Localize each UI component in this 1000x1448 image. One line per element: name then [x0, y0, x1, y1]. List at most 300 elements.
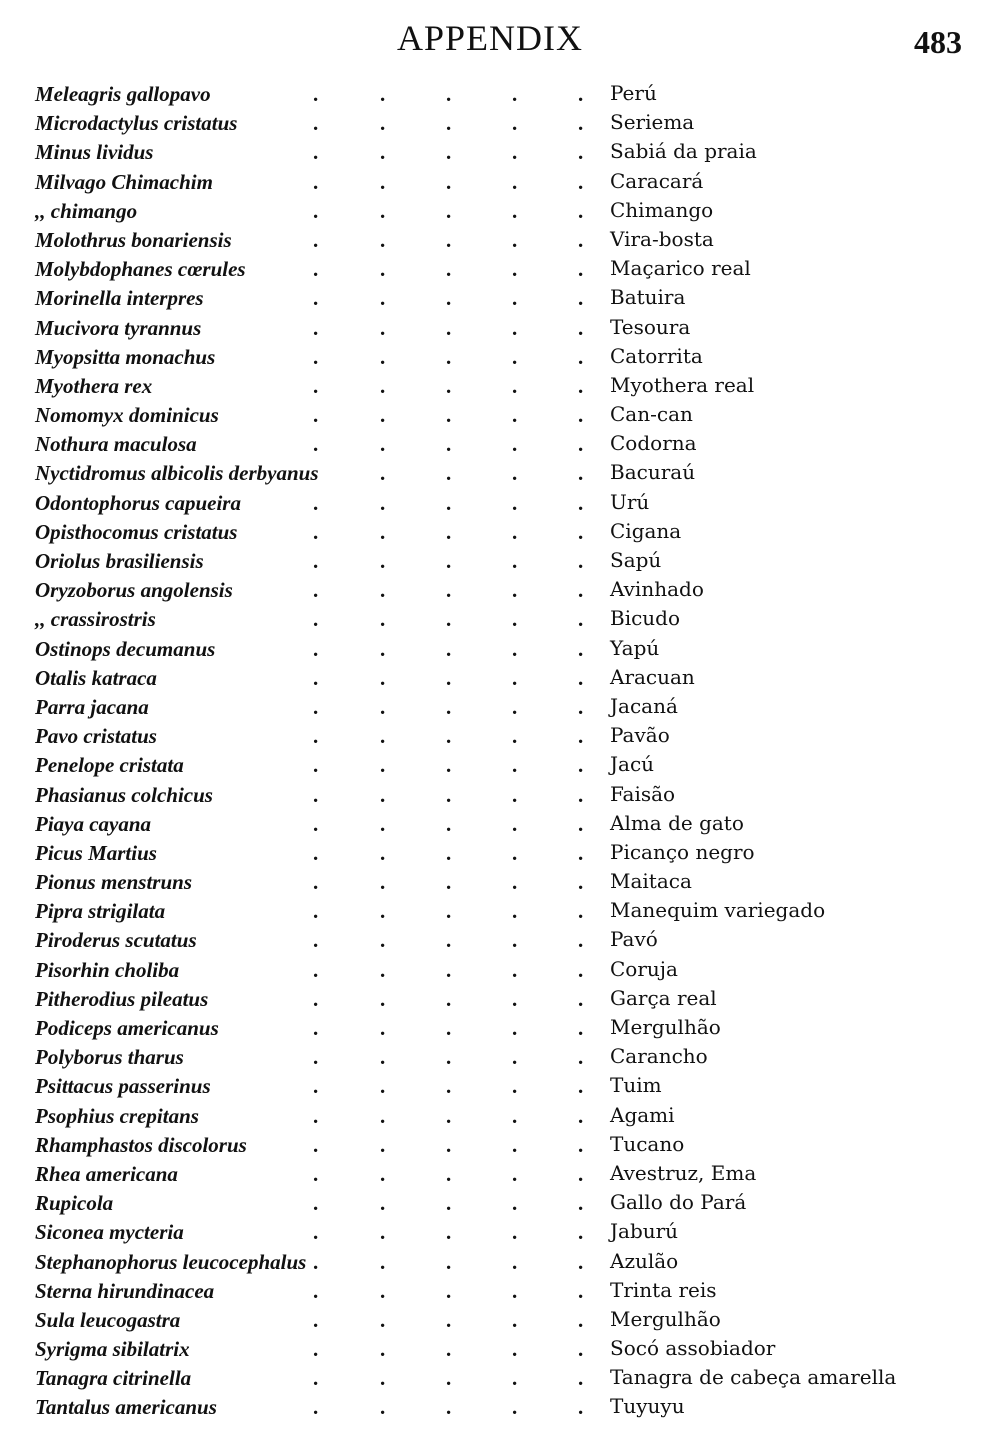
dot-leader: .	[446, 344, 452, 369]
dot-leader: .	[512, 724, 518, 749]
dot-leader: .	[380, 899, 386, 924]
dot-leader: .	[512, 899, 518, 924]
scientific-name: Pisorhin choliba	[35, 957, 180, 982]
common-name: Yapú	[610, 635, 660, 660]
list-item	[0, 168, 1000, 197]
common-name: Caracará	[610, 168, 704, 193]
list-item	[0, 284, 1000, 313]
dot-leader: .	[313, 578, 319, 603]
list-item	[0, 255, 1000, 284]
list-item	[0, 1131, 1000, 1160]
dot-leader: .	[446, 403, 452, 428]
common-name: Tesoura	[610, 314, 691, 339]
dot-leader: .	[313, 782, 319, 807]
common-name: Myothera real	[610, 372, 755, 397]
dot-leader: .	[380, 461, 386, 486]
dot-leader: .	[578, 986, 584, 1011]
dot-leader: .	[578, 1220, 584, 1245]
list-item	[0, 810, 1000, 839]
list-item	[0, 722, 1000, 751]
dot-leader: .	[578, 344, 584, 369]
common-name: Can-can	[610, 402, 693, 427]
common-name: Jacaná	[610, 693, 678, 718]
list-item	[0, 605, 1000, 634]
dot-leader: .	[578, 198, 584, 223]
common-name: Trinta reis	[610, 1277, 717, 1302]
dot-leader: .	[313, 490, 319, 515]
dot-leader: .	[578, 899, 584, 924]
dot-leader: .	[380, 1249, 386, 1274]
dot-leader: .	[313, 257, 319, 282]
scientific-name: Psophius crepitans	[35, 1103, 199, 1128]
dot-leader: .	[380, 315, 386, 340]
dot-leader: .	[313, 403, 319, 428]
dot-leader: .	[446, 140, 452, 165]
dot-leader: .	[380, 1103, 386, 1128]
list-item	[0, 80, 1000, 109]
dot-leader: .	[446, 257, 452, 282]
list-item	[0, 897, 1000, 926]
list-item	[0, 1189, 1000, 1218]
dot-leader: .	[380, 840, 386, 865]
dot-leader: .	[380, 928, 386, 953]
list-item	[0, 226, 1000, 255]
dot-leader: .	[446, 782, 452, 807]
dot-leader: .	[512, 1103, 518, 1128]
scientific-name: Rupicola	[35, 1191, 114, 1216]
list-item	[0, 109, 1000, 138]
dot-leader: .	[380, 490, 386, 515]
dot-leader: .	[512, 1191, 518, 1216]
dot-leader: .	[512, 461, 518, 486]
dot-leader: .	[313, 753, 319, 778]
dot-leader: .	[446, 490, 452, 515]
list-item	[0, 751, 1000, 780]
common-name: Cigana	[610, 518, 682, 543]
dot-leader: .	[578, 286, 584, 311]
dot-leader: .	[380, 636, 386, 661]
dot-leader: .	[446, 870, 452, 895]
list-item	[0, 985, 1000, 1014]
dot-leader: .	[446, 227, 452, 252]
scientific-name: Piroderus scutatus	[35, 928, 197, 953]
dot-leader: .	[446, 811, 452, 836]
dot-leader: .	[313, 899, 319, 924]
dot-leader: .	[512, 519, 518, 544]
dot-leader: .	[380, 1045, 386, 1070]
scientific-name: Pitherodius pileatus	[35, 986, 209, 1011]
list-item	[0, 1014, 1000, 1043]
dot-leader: .	[446, 1161, 452, 1186]
dot-leader: .	[380, 578, 386, 603]
dot-leader: .	[446, 665, 452, 690]
scientific-name: Parra jacana	[35, 694, 149, 719]
dot-leader: .	[446, 82, 452, 106]
list-item	[0, 489, 1000, 518]
list-item	[0, 1277, 1000, 1306]
dot-leader: .	[512, 1045, 518, 1070]
dot-leader: .	[578, 665, 584, 690]
dot-leader: .	[380, 1074, 386, 1099]
dot-leader: .	[313, 665, 319, 690]
scientific-name: Tantalus americanus	[35, 1395, 217, 1420]
dot-leader: .	[380, 1016, 386, 1040]
dot-leader: .	[446, 986, 452, 1011]
dot-leader: .	[380, 694, 386, 719]
common-name: Bacuraú	[610, 460, 696, 485]
dot-leader: .	[380, 870, 386, 895]
list-item	[0, 343, 1000, 372]
scientific-name: Sula leucogastra	[35, 1307, 181, 1332]
common-name: Codorna	[610, 431, 697, 456]
common-name: Sapú	[610, 548, 662, 572]
scientific-name: Microdactylus cristatus	[35, 111, 238, 136]
dot-leader: .	[512, 1016, 518, 1040]
common-name: Gallo do Pará	[610, 1190, 747, 1215]
dot-leader: .	[446, 286, 452, 311]
dot-leader: .	[578, 257, 584, 282]
dot-leader: .	[446, 694, 452, 719]
common-name: Maçarico real	[610, 256, 751, 281]
scientific-name: Odontophorus capueira	[35, 490, 241, 515]
common-name: Manequim variegado	[610, 898, 826, 923]
dot-leader: .	[313, 1366, 319, 1391]
scientific-name: Pipra strigilata	[35, 899, 166, 924]
dot-leader: .	[313, 1132, 319, 1157]
dot-leader: .	[578, 694, 584, 719]
dot-leader: .	[512, 840, 518, 865]
dot-leader: .	[512, 782, 518, 807]
dot-leader: .	[512, 811, 518, 836]
dot-leader: .	[380, 286, 386, 311]
scientific-name: Penelope cristata	[35, 753, 184, 778]
common-name: Sabiá da praia	[610, 139, 757, 164]
dot-leader: .	[578, 315, 584, 340]
common-name: Coruja	[610, 956, 678, 981]
list-item	[0, 138, 1000, 167]
scientific-name: Rhamphastos discolorus	[35, 1132, 247, 1157]
common-name: Batuira	[610, 285, 686, 310]
dot-leader: .	[446, 1307, 452, 1332]
dot-leader: .	[313, 1307, 319, 1332]
dot-leader: .	[578, 870, 584, 895]
dot-leader: .	[313, 1161, 319, 1186]
dot-leader: .	[512, 432, 518, 457]
dot-leader: .	[313, 724, 319, 749]
common-name: Tuim	[610, 1073, 662, 1098]
common-name: Aracuan	[610, 664, 695, 689]
dot-leader: .	[578, 490, 584, 515]
dot-leader: .	[313, 286, 319, 311]
common-name: Mergulhão	[610, 1015, 721, 1039]
dot-leader: .	[380, 782, 386, 807]
scientific-name: Opisthocomus cristatus	[35, 519, 238, 544]
common-name: Maitaca	[610, 869, 692, 894]
dot-leader: .	[380, 1337, 386, 1362]
list-item	[0, 635, 1000, 664]
dot-leader: .	[313, 607, 319, 632]
dot-leader: .	[578, 111, 584, 136]
dot-leader: .	[380, 82, 386, 106]
scientific-name: ,, chimango	[35, 198, 138, 223]
dot-leader: .	[313, 986, 319, 1011]
list-item	[0, 693, 1000, 722]
dot-leader: .	[380, 811, 386, 836]
scientific-name: Molybdophanes cœrules	[35, 257, 246, 282]
list-item	[0, 781, 1000, 810]
dot-leader: .	[578, 461, 584, 486]
dot-leader: .	[512, 403, 518, 428]
dot-leader: .	[313, 1249, 319, 1274]
dot-leader: .	[578, 1045, 584, 1070]
dot-leader: .	[380, 198, 386, 223]
common-name: Perú	[610, 81, 657, 105]
dot-leader: .	[512, 490, 518, 515]
dot-leader: .	[313, 373, 319, 398]
list-item	[0, 1393, 1000, 1422]
list-item	[0, 664, 1000, 693]
scientific-name: Tanagra citrinella	[35, 1366, 192, 1391]
common-name: Jacú	[610, 752, 655, 777]
scientific-name: Phasianus colchicus	[35, 782, 213, 807]
common-name: Carancho	[610, 1044, 708, 1069]
scientific-name: Otalis katraca	[35, 665, 157, 690]
common-name: Tucano	[610, 1131, 685, 1156]
dot-leader: .	[512, 694, 518, 719]
dot-leader: .	[512, 1278, 518, 1303]
dot-leader: .	[446, 1074, 452, 1099]
common-name: Socó assobiador	[610, 1336, 776, 1361]
list-item	[0, 197, 1000, 226]
dot-leader: .	[578, 1132, 584, 1157]
common-name: Azulão	[610, 1248, 679, 1273]
list-item	[0, 1248, 1000, 1277]
dot-leader: .	[313, 169, 319, 194]
dot-leader: .	[578, 1016, 584, 1040]
scientific-name: Ostinops decumanus	[35, 636, 216, 661]
dot-leader: .	[380, 111, 386, 136]
dot-leader: .	[512, 1395, 518, 1420]
scientific-name: Mucivora tyrannus	[35, 315, 202, 340]
page-number: 483	[914, 24, 962, 60]
common-name: Bicudo	[610, 606, 681, 631]
dot-leader: .	[380, 373, 386, 398]
dot-leader: .	[578, 1307, 584, 1332]
dot-leader: .	[380, 169, 386, 194]
dot-leader: .	[578, 169, 584, 194]
dot-leader: .	[380, 1132, 386, 1157]
dot-leader: .	[512, 986, 518, 1011]
dot-leader: .	[578, 928, 584, 953]
scientific-name: Myothera rex	[35, 373, 153, 398]
common-name: Picanço negro	[610, 839, 755, 864]
dot-leader: .	[512, 169, 518, 194]
dot-leader: .	[380, 227, 386, 252]
common-name: Chimango	[610, 197, 714, 222]
dot-leader: .	[313, 811, 319, 836]
dot-leader: .	[313, 432, 319, 457]
dot-leader: .	[380, 519, 386, 544]
dot-leader: .	[313, 1220, 319, 1245]
dot-leader: .	[446, 1103, 452, 1128]
dot-leader: .	[446, 578, 452, 603]
common-name: Vira-bosta	[610, 226, 714, 251]
dot-leader: .	[512, 636, 518, 661]
common-name: Tanagra de cabeça amarella	[610, 1365, 897, 1390]
scientific-name: Siconea mycteria	[35, 1220, 184, 1245]
dot-leader: .	[578, 1278, 584, 1303]
dot-leader: .	[446, 1045, 452, 1070]
scientific-name: Piaya cayana	[35, 811, 152, 836]
dot-leader: .	[380, 1366, 386, 1391]
list-item	[0, 1043, 1000, 1072]
dot-leader: .	[578, 432, 584, 457]
dot-leader: .	[578, 957, 584, 982]
list-item	[0, 1218, 1000, 1247]
list-item	[0, 576, 1000, 605]
dot-leader: .	[446, 1278, 452, 1303]
scientific-name: Rhea americana	[35, 1161, 178, 1186]
dot-leader: .	[578, 753, 584, 778]
dot-leader: .	[512, 1161, 518, 1186]
dot-leader: .	[512, 111, 518, 136]
list-item	[0, 314, 1000, 343]
dot-leader: .	[578, 1337, 584, 1362]
dot-leader: .	[313, 227, 319, 252]
list-item	[0, 1306, 1000, 1335]
list-item	[0, 926, 1000, 955]
dot-leader: .	[313, 870, 319, 895]
dot-leader: .	[446, 1395, 452, 1420]
dot-leader: .	[578, 519, 584, 544]
common-name: Catorrita	[610, 343, 703, 368]
common-name: Tuyuyu	[610, 1394, 685, 1419]
dot-leader: .	[578, 1103, 584, 1128]
dot-leader: .	[512, 1366, 518, 1391]
dot-leader: .	[578, 1395, 584, 1420]
dot-leader: .	[380, 549, 386, 573]
dot-leader: .	[313, 1103, 319, 1128]
common-name: Faisão	[610, 781, 676, 806]
dot-leader: .	[446, 928, 452, 953]
dot-leader: .	[446, 636, 452, 661]
list-item	[0, 1160, 1000, 1189]
dot-leader: .	[313, 315, 319, 340]
dot-leader: .	[313, 1045, 319, 1070]
dot-leader: .	[446, 1016, 452, 1040]
dot-leader: .	[380, 1307, 386, 1332]
dot-leader: .	[512, 257, 518, 282]
list-item	[0, 401, 1000, 430]
dot-leader: .	[578, 578, 584, 603]
list-item	[0, 518, 1000, 547]
dot-leader: .	[446, 840, 452, 865]
dot-leader: .	[313, 840, 319, 865]
dot-leader: .	[578, 607, 584, 632]
dot-leader: .	[578, 140, 584, 165]
dot-leader: .	[512, 753, 518, 778]
dot-leader: .	[380, 344, 386, 369]
scientific-name: Molothrus bonariensis	[35, 227, 232, 252]
dot-leader: .	[512, 870, 518, 895]
dot-leader: .	[578, 782, 584, 807]
dot-leader: .	[380, 724, 386, 749]
dot-leader: .	[446, 607, 452, 632]
dot-leader: .	[313, 140, 319, 165]
dot-leader: .	[446, 432, 452, 457]
scientific-name: Pionus menstruns	[35, 870, 192, 895]
dot-leader: .	[578, 636, 584, 661]
common-name: Seriema	[610, 110, 695, 135]
dot-leader: .	[446, 957, 452, 982]
dot-leader: .	[313, 1074, 319, 1099]
scientific-name: Picus Martius	[35, 840, 157, 865]
dot-leader: .	[578, 82, 584, 106]
dot-leader: .	[512, 373, 518, 398]
dot-leader: .	[512, 578, 518, 603]
list-item	[0, 956, 1000, 985]
dot-leader: .	[313, 1191, 319, 1216]
dot-leader: .	[380, 665, 386, 690]
dot-leader: .	[313, 111, 319, 136]
dot-leader: .	[313, 957, 319, 982]
dot-leader: .	[313, 636, 319, 661]
dot-leader: .	[380, 1278, 386, 1303]
dot-leader: .	[578, 1074, 584, 1099]
list-item	[0, 868, 1000, 897]
common-name: Urú	[610, 489, 650, 514]
scientific-name: Nyctidromus albicolis derbyanus	[35, 461, 319, 486]
list-item	[0, 372, 1000, 401]
scientific-name: Milvago Chimachim	[35, 169, 213, 194]
scientific-name: Stephanophorus leucocephalus	[35, 1249, 307, 1274]
dot-leader: .	[578, 373, 584, 398]
scientific-name: Syrigma sibilatrix	[35, 1337, 190, 1362]
dot-leader: .	[380, 257, 386, 282]
dot-leader: .	[446, 111, 452, 136]
dot-leader: .	[313, 1337, 319, 1362]
dot-leader: .	[313, 82, 319, 106]
dot-leader: .	[446, 753, 452, 778]
scientific-name: Sterna hirundinacea	[35, 1278, 215, 1303]
common-name: Avinhado	[610, 577, 704, 602]
scientific-name: Polyborus tharus	[35, 1045, 184, 1070]
dot-leader: .	[512, 1307, 518, 1332]
dot-leader: .	[578, 403, 584, 428]
dot-leader: .	[380, 957, 386, 982]
scientific-name: Pavo cristatus	[35, 724, 157, 749]
dot-leader: .	[313, 549, 319, 573]
dot-leader: .	[446, 198, 452, 223]
dot-leader: .	[512, 198, 518, 223]
list-item	[0, 547, 1000, 576]
species-list	[0, 80, 1000, 1423]
dot-leader: .	[578, 1161, 584, 1186]
dot-leader: .	[578, 811, 584, 836]
dot-leader: .	[578, 840, 584, 865]
dot-leader: .	[380, 1395, 386, 1420]
common-name: Pavó	[610, 927, 658, 952]
common-name: Pavão	[610, 723, 670, 748]
scientific-name: Myopsitta monachus	[35, 344, 216, 369]
dot-leader: .	[313, 1278, 319, 1303]
dot-leader: .	[512, 1220, 518, 1245]
dot-leader: .	[446, 169, 452, 194]
dot-leader: .	[512, 344, 518, 369]
dot-leader: .	[380, 753, 386, 778]
dot-leader: .	[446, 315, 452, 340]
dot-leader: .	[446, 519, 452, 544]
